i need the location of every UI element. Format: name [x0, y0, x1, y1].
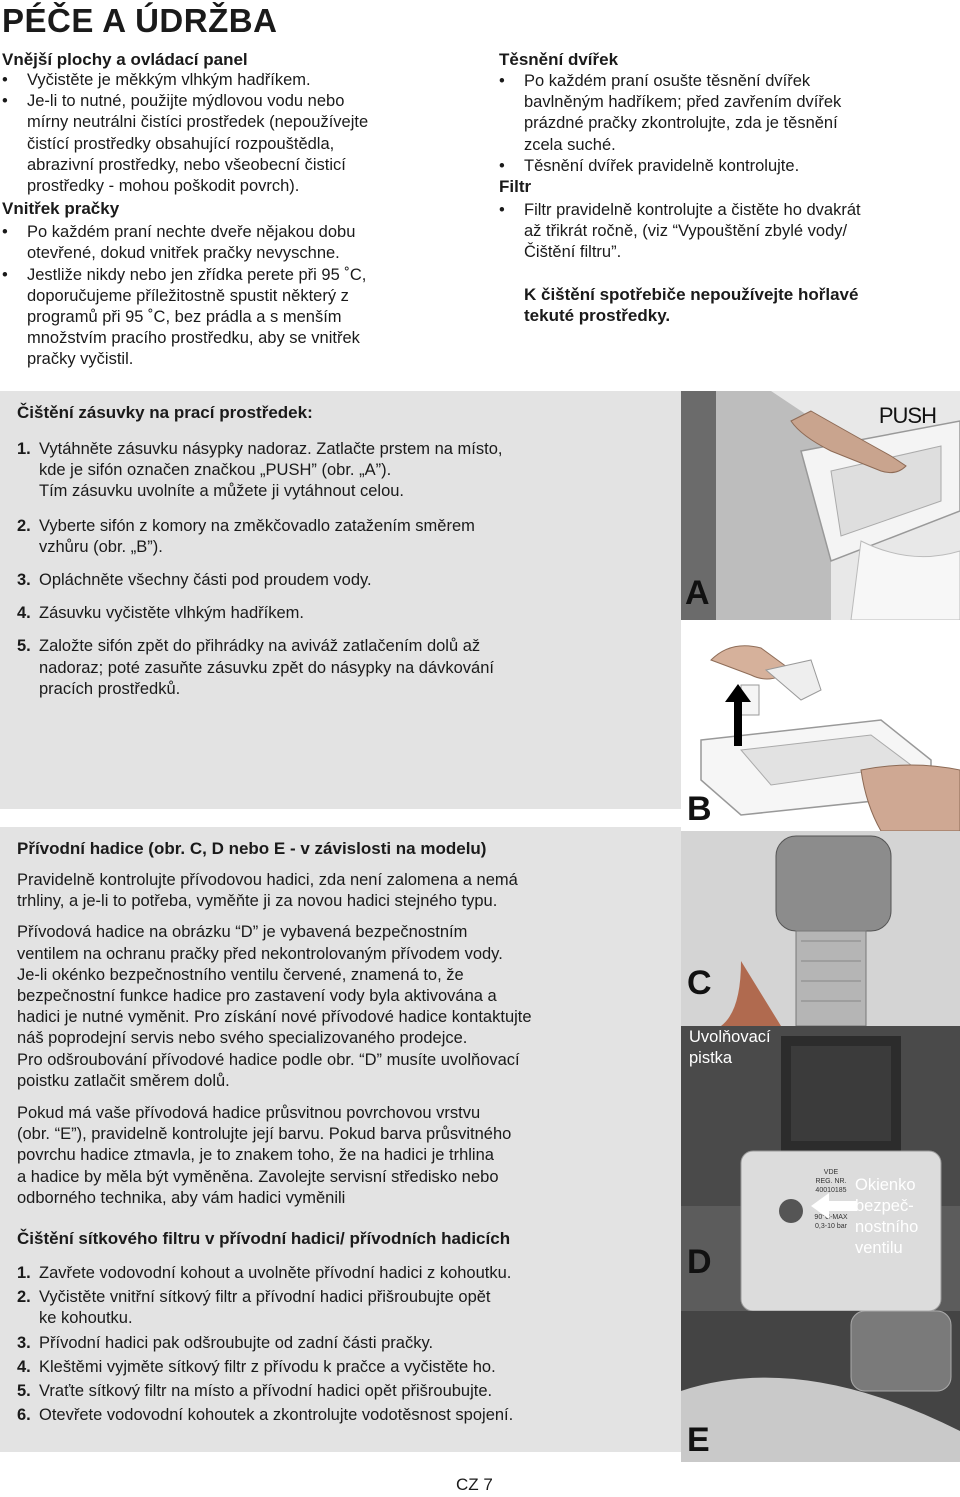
interior-bullet-2: • Jestliže nikdy nebo jen zřídka perete při 95 ˚C, doporučujeme příležitostně spustit některý z programů při 95 ˚C, bez prádla a s menším množstvím pracího prostředku, aby se vnitřek pračky vyčistil.	[2, 265, 472, 371]
hose-heading: Přívodní hadice (obr. C, D nebo E - v závislosti na modelu)	[17, 839, 487, 858]
mesh-filter-steps	[17, 1263, 672, 1426]
arrow-up-icon	[723, 682, 753, 748]
filter-step-4: 4. Kleštěmi vyjměte sítkový filtr z přívodu k pračce a vyčistěte ho.	[17, 1357, 496, 1376]
interior-heading: Vnitřek pračky	[2, 199, 120, 219]
release-latch-caption: Uvolňovací pistka	[689, 1028, 771, 1067]
exterior-bullet-2: • Je-li to nutné, použijte mýdlovou vodu nebo mírny neutrálni čistíci prostředek (nepoužívejte čistící prostředky obsahující rozpouštědla, abrazivní prostředky, nebo všeobecní čisticí prostředky - mohou poškodit povrch).	[2, 91, 472, 197]
mesh-filter-heading: Čištění sítkového filtru v přívodní hadici/ přívodních hadicích	[17, 1229, 511, 1249]
page-title: PÉČE A ÚDRŽBA	[2, 2, 278, 39]
hose-paragraph-1: Pravidelně kontrolujte přívodovou hadici, zda není zalomena a nemá trhliny, a je-li to potřeba, vyměňte ji za novou hadici stejného typu.	[17, 871, 518, 911]
drawer-heading: Čištění zásuvky na prací prostředek:	[17, 403, 313, 422]
inlet-hose-box	[0, 827, 681, 1452]
exterior-section	[2, 50, 472, 371]
drawer-cleaning-box	[0, 391, 681, 809]
figure-b-siphon	[681, 620, 960, 831]
filter-step-6: 6. Otevřete vodovodní kohoutek a zkontrolujte vodotěsnost spojení.	[17, 1406, 514, 1425]
drawer-step-4: 4. Zásuvku vyčistěte vlhkým hadříkem.	[17, 604, 304, 623]
door-seal-bullet-1: • Po každém praní osušte těsnění dvířek bavlněným hadříkem; před zavřením dvířek prázdné pračky zkontrolujte, zda je těsnění zcela suché.	[499, 71, 959, 156]
filter-bullet: • Filtr pravidelně kontrolujte a čistěte ho dvakrát až třikrát ročně, (viz “Vypouštění zbylé vody/ Čištění filtru”.	[499, 200, 959, 264]
drawer-step-5: 5. Založte sifón zpět do přihrádky na aviváž zatlačením dolů až nadoraz; poté zasuňte zásuvku zpět do násypky na dávkování pracích prostředků.	[17, 637, 494, 698]
drawer-steps	[17, 439, 672, 700]
figure-b-label: B	[687, 790, 712, 828]
figure-d-label: D	[687, 1243, 712, 1281]
door-seal-section	[499, 50, 959, 344]
filter-step-1: 1. Zavřete vodovodní kohout a uvolněte přívodní hadici z kohoutku.	[17, 1264, 512, 1283]
valve-label-text: VDE REG. NR. 40010185 90°C-MAX 0,3-10 bar	[814, 1169, 848, 1230]
exterior-bullet-1: • Vyčistěte je měkkým vlhkým hadříkem.	[2, 70, 472, 91]
figure-cde-hoses	[681, 831, 960, 1462]
flammable-warning: K čištění spotřebiče nepoužívejte hořlavé tekuté prostředky.	[524, 284, 859, 326]
drawer-step-3: 3. Opláchněte všechny části pod proudem vody.	[17, 571, 372, 590]
hose-illustration	[681, 831, 960, 1462]
filter-heading: Filtr	[499, 177, 532, 197]
door-seal-bullet-2: • Těsnění dvířek pravidelně kontrolujte.	[499, 156, 959, 177]
figure-a-label: A	[685, 574, 710, 612]
filter-step-5: 5. Vraťte sítkový filtr na místo a přívodní hadici opět přišroubujte.	[17, 1382, 493, 1401]
arrow-left-icon	[809, 1191, 859, 1221]
interior-bullet-1: • Po každém praní nechte dveře nějakou dobu otevřené, dokud vnitřek pračky nevyschne.	[2, 222, 472, 264]
drawer-step-1: 1. Vytáhněte zásuvku násypky nadoraz. Zatlačte prstem na místo, kde je sifón označen značkou „PUSH” (obr. „A”). Tím zásuvku uvolníte a můžete ji vytáhnout celou.	[17, 440, 503, 501]
figure-a-drawer-push	[681, 391, 960, 620]
page-number: CZ 7	[456, 1475, 493, 1494]
figure-c-label: C	[687, 964, 712, 1002]
filter-step-2: 2. Vyčistěte vnitřní sítkový filtr a přívodní hadici přišroubujte opět ke kohoutku.	[17, 1288, 491, 1328]
push-label: PUSH	[878, 403, 936, 428]
filter-step-3: 3. Přívodní hadici pak odšroubujte od zadní části pračky.	[17, 1333, 434, 1352]
drawer-step-2: 2. Vyberte sifón z komory na změkčovadlo zatažením směrem vzhůru (obr. „B”).	[17, 516, 475, 556]
hose-paragraph-3: Pokud má vaše přívodová hadice průsvitnou povrchovou vrstvu (obr. “E”), pravidelně kontrolujte její barvu. Pokud barva průsvitného povrchu hadice ztmavla, je to znakem toho, že na hadici je trhlina a hadice by měla být vyměněna. Zavolejte servisní středisko nebo odborného technika, aby vám hadici vyměnili	[17, 1104, 512, 1207]
exterior-heading: Vnější plochy a ovládací panel	[2, 50, 248, 69]
safety-window-caption: Okienko bezpeč- nostního ventilu	[855, 1176, 919, 1257]
figure-e-label: E	[687, 1421, 710, 1459]
hose-paragraph-2: Přívodová hadice na obrázku “D” je vybavená bezpečnostním ventilem na ochranu pračky před nekontrolovaným přívodem vody. Je-li okénko bezpečnostního ventilu červené, znamená to, že bezpečnostní funkce hadice pro zastavení vody byla aktivována a hadici je nutné vyměnit. Pro získání nové přívodové hadice kontaktujte náš poprodejní servis nebo svého specializovaného prodejce. Pro odšroubování přívodové hadice podle obr. “D” musíte uvolňovací poistku zatlačit směrem dolů.	[17, 923, 532, 1090]
door-seal-heading: Těsnění dvířek	[499, 50, 619, 69]
